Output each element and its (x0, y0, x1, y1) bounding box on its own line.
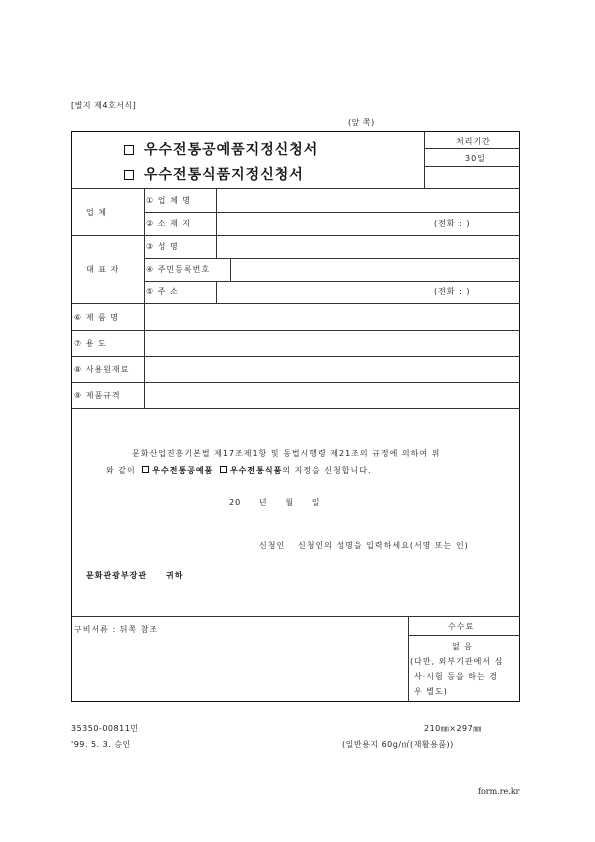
spec-field[interactable] (146, 384, 518, 407)
rep-id-field[interactable] (232, 260, 518, 280)
company-name-label: ① 업 체 명 (146, 196, 191, 205)
fee-note-1: (다만, 외부기관에서 심 (410, 657, 504, 666)
title-craft[interactable]: 우수전통공예품지정신청서 (124, 139, 318, 159)
honorific: 귀하 (166, 571, 184, 580)
checkbox-food[interactable] (124, 170, 134, 180)
material-label: ⑧ 사용원재료 (74, 365, 130, 374)
fee-note-3: 우 별도) (414, 687, 448, 696)
rep-phone: (전화 : ) (434, 287, 471, 296)
statement-line-2: 와 같이 우수전통공예품 우수전통식품의 지정을 신청합니다. (106, 466, 372, 475)
applicant-name-field[interactable]: 신청인의 성명을 입력하세요(서명 또는 인) (298, 541, 469, 550)
application-form (71, 131, 520, 702)
form-number: [별지 제4호서식] (71, 101, 137, 110)
product-name-field[interactable] (146, 305, 518, 329)
checkbox-food-inline[interactable] (220, 466, 227, 473)
form-code: 35350-00811민 (71, 724, 139, 733)
rep-id-label: ④ 주민등록번호 (146, 265, 211, 274)
company-section-label: 업 체 (86, 208, 107, 217)
paper-size: 210㎜×297㎜ (424, 724, 482, 733)
addressee: 문화관광부장관 (86, 571, 148, 580)
spec-label: ⑨ 제품규격 (74, 391, 121, 400)
rep-name-field[interactable] (218, 237, 518, 257)
fee-label: 수수료 (448, 622, 475, 631)
title-food[interactable]: 우수전통식품지정신청서 (124, 164, 304, 184)
company-phone: (전화 : ) (434, 219, 471, 228)
rep-name-label: ③ 성 명 (146, 242, 179, 251)
applicant-label: 신청인 (259, 541, 286, 550)
page-side: (앞 쪽) (348, 118, 375, 127)
processing-period-value: 30일 (465, 154, 486, 163)
product-name-label: ⑥ 제 품 명 (74, 313, 119, 322)
rep-address-field[interactable] (218, 283, 418, 302)
required-docs: 구비서류 : 뒤쪽 참조 (74, 625, 159, 634)
fee-value: 없 음 (452, 642, 473, 651)
material-field[interactable] (146, 358, 518, 381)
statement-line-1: 문화산업진흥기본법 제17조제1항 및 동법시행령 제21조의 규정에 의하여 위 (132, 449, 441, 458)
approval-date: '99. 5. 3. 승인 (71, 740, 131, 749)
rep-address-label: ⑤ 주 소 (146, 287, 179, 296)
application-date: 20 년 월 일 (229, 498, 321, 507)
product-use-label: ⑦ 용 도 (74, 339, 107, 348)
representative-section-label: 대 표 자 (86, 265, 120, 274)
product-use-field[interactable] (146, 332, 518, 355)
company-address-label: ② 소 재 지 (146, 219, 191, 228)
paper-type: (일반용지 60g/㎡(재활용품)) (342, 740, 454, 749)
checkbox-craft-inline[interactable] (142, 466, 149, 473)
company-name-field[interactable] (218, 190, 518, 210)
processing-period-label: 처리기간 (456, 137, 491, 146)
fee-note-2: 사·시험 등을 하는 경 (414, 672, 498, 681)
company-address-field[interactable] (218, 214, 418, 234)
site-credit: form.re.kr (478, 787, 520, 796)
checkbox-craft[interactable] (124, 145, 134, 155)
